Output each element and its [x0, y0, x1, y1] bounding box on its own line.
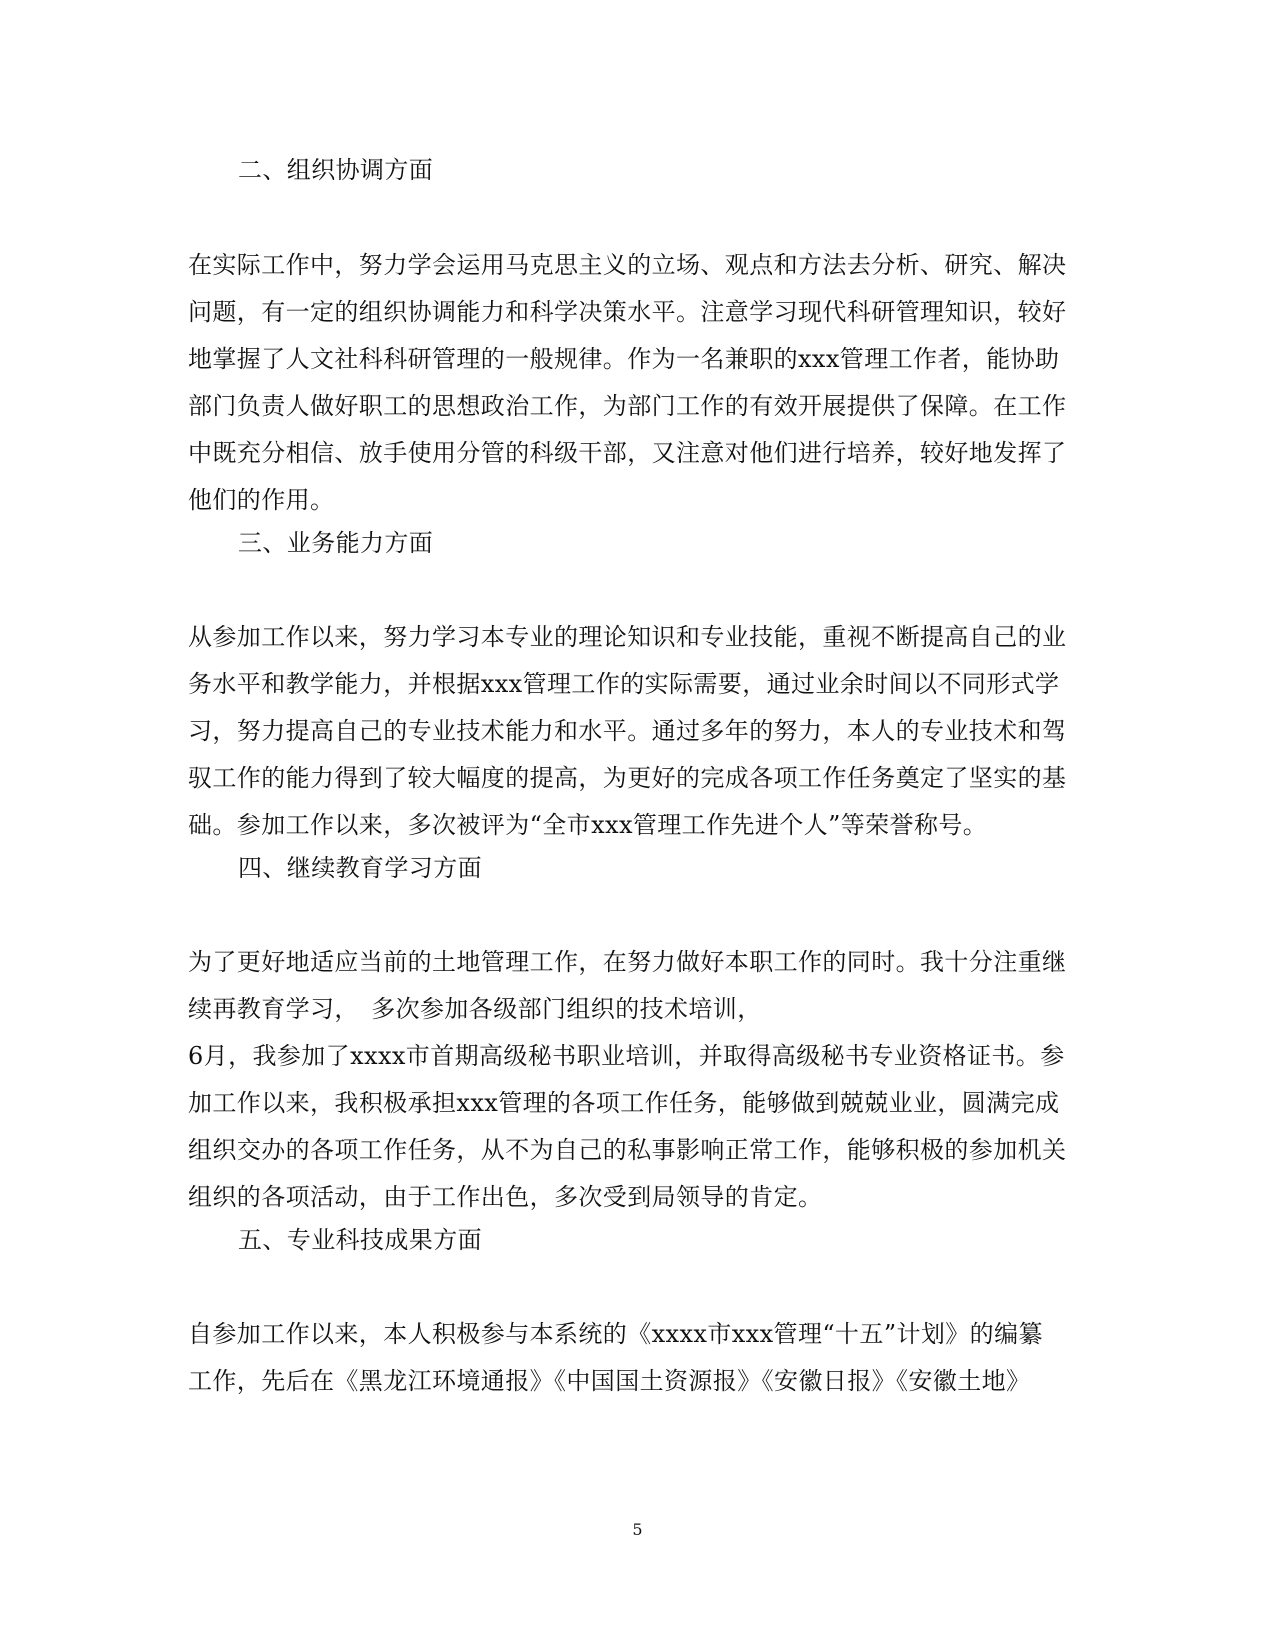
paragraph-line: 组织的各项活动，由于工作出色，多次受到局领导的肯定。: [188, 1183, 823, 1211]
paragraph-line: 续再教育学习， 多次参加各级部门组织的技术培训，: [188, 995, 762, 1023]
page-number: 5: [632, 1520, 643, 1539]
paragraph-line: 6月，我参加了xxxx市首期高级秘书职业培训，并取得高级秘书专业资格证书。参: [188, 1042, 1065, 1070]
paragraph-line: 为了更好地适应当前的土地管理工作，在努力做好本职工作的同时。我十分注重继: [188, 948, 1067, 976]
paragraph-line: 中既充分相信、放手使用分管的科级干部，又注意对他们进行培养，较好地发挥了: [188, 439, 1067, 467]
paragraph-line: 问题，有一定的组织协调能力和科学决策水平。注意学习现代科研管理知识，较好: [188, 298, 1067, 326]
section-heading-education: 四、继续教育学习方面: [238, 854, 482, 882]
paragraph-line: 部门负责人做好职工的思想政治工作，为部门工作的有效开展提供了保障。在工作: [188, 392, 1067, 420]
paragraph-line: 从参加工作以来，努力学习本专业的理论知识和专业技能，重视不断提高自己的业: [188, 623, 1067, 651]
section-heading-business: 三、业务能力方面: [238, 529, 434, 557]
section-heading-achievements: 五、专业科技成果方面: [238, 1226, 482, 1254]
paragraph-line: 自参加工作以来，本人积极参与本系统的《xxxx市xxx管理“十五”计划》的编纂: [188, 1320, 1043, 1348]
section-heading-organization: 二、组织协调方面: [238, 156, 434, 184]
paragraph-line: 地掌握了人文社科科研管理的一般规律。作为一名兼职的xxx管理工作者，能协助: [188, 345, 1060, 373]
paragraph-line: 组织交办的各项工作任务，从不为自己的私事影响正常工作，能够积极的参加机关: [188, 1136, 1067, 1164]
paragraph-line: 务水平和教学能力，并根据xxx管理工作的实际需要，通过业余时间以不同形式学: [188, 670, 1060, 698]
paragraph-line: 他们的作用。: [188, 486, 335, 514]
paragraph-line: 习，努力提高自己的专业技术能力和水平。通过多年的努力，本人的专业技术和驾: [188, 717, 1067, 745]
paragraph-line: 工作，先后在《黑龙江环境通报》《中国国土资源报》《安徽日报》《安徽土地》: [188, 1367, 1031, 1395]
paragraph-line: 驭工作的能力得到了较大幅度的提高，为更好的完成各项工作任务奠定了坚实的基: [188, 764, 1067, 792]
paragraph-line: 础。参加工作以来，多次被评为“全市xxx管理工作先进个人”等荣誉称号。: [188, 811, 988, 839]
paragraph-line: 加工作以来，我积极承担xxx管理的各项工作任务，能够做到兢兢业业，圆满完成: [188, 1089, 1060, 1117]
paragraph-line: 在实际工作中，努力学会运用马克思主义的立场、观点和方法去分析、研究、解决: [188, 251, 1067, 279]
